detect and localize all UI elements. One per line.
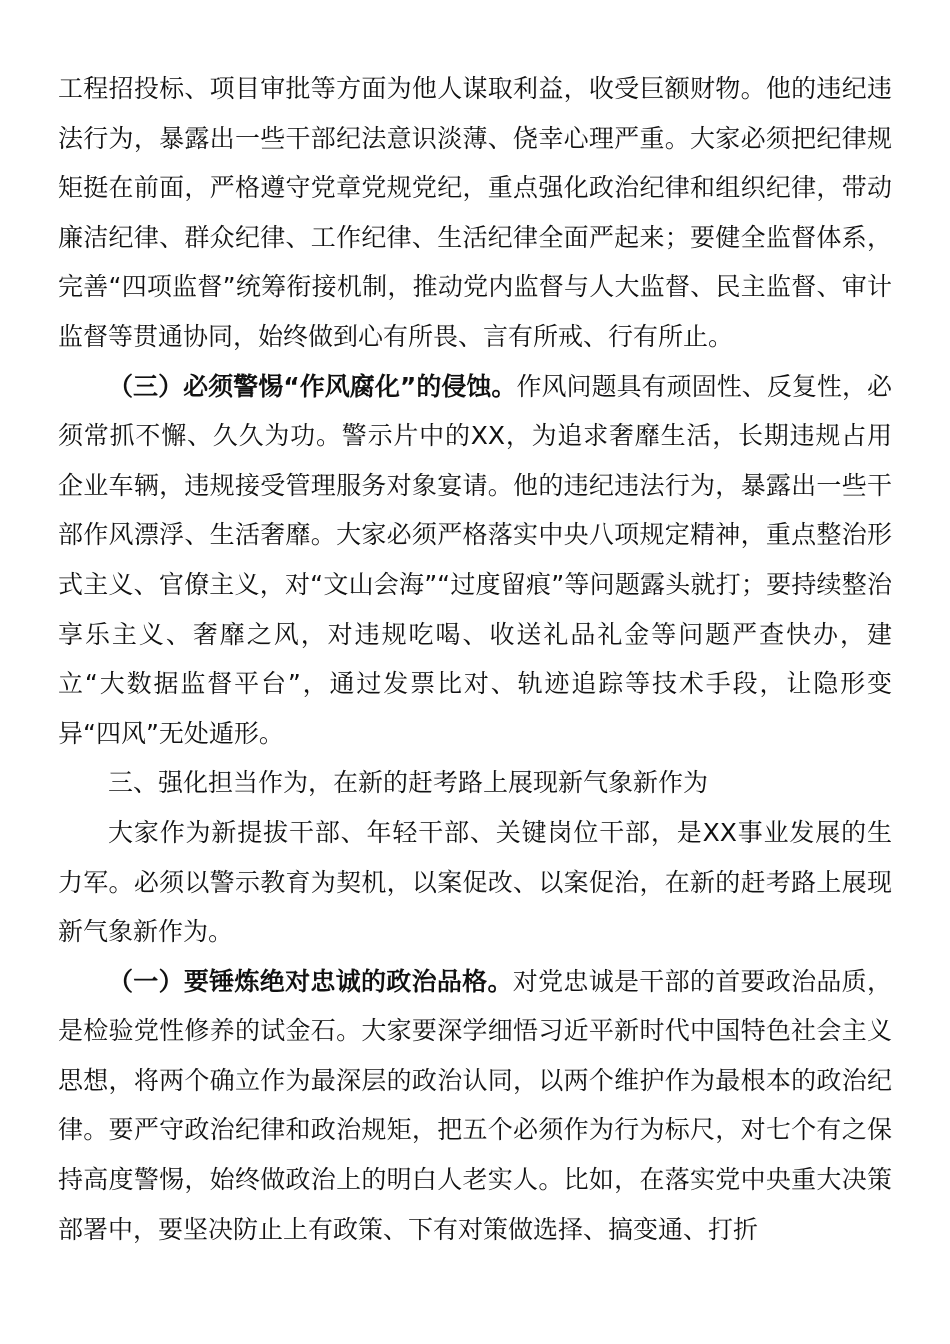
document-body: [58, 64, 892, 1254]
paragraph-section-1-loyalty: [58, 957, 892, 1255]
section-heading-three: [58, 758, 892, 808]
paragraph-section-3-style-corruption: [58, 362, 892, 759]
paragraph-text: 作风问题具有顽固性、反复性，必须常抓不懈、久久为功。警示片中的XX，为追求奢靡生活，长期违规占用企业车辆，违规接受管理服务对象宴请。他的违纪违法行为，暴露出一些干部作风漂浮、生活奢靡。大家必须严格落实中央八项规定精神，重点整治形式主义、官僚主义，对“文山会海”“过度留痕”等问题露头就打；要持续整治享乐主义、奢靡之风，对违规吃喝、收送礼品礼金等问题严查快办，建立“大数据监督平台”，通过发票比对、轨迹追踪等技术手段，让隐形变异“四风”无处遁形。: [58, 371, 892, 748]
paragraph-text: 大家作为新提拔干部、年轻干部、关键岗位干部，是XX事业发展的生力军。必须以警示教育为契机，以案促改、以案促治，在新的赶考路上展现新气象新作为。: [58, 817, 892, 947]
paragraph-text: 对党忠诚是干部的首要政治品质，是检验党性修养的试金石。大家要深学细悟习近平新时代中国特色社会主义思想，将两个确立作为最深层的政治认同，以两个维护作为最根本的政治纪律。要严守政治纪律和政治规矩，把五个必须作为行为标尺，对七个有之保持高度警惕，始终做政治上的明白人老实人。比如，在落实党中央重大决策部署中，要坚决防止上有政策、下有对策做选择、搞变通、打折: [58, 966, 892, 1244]
paragraph-section-intro: [58, 808, 892, 957]
paragraph-discipline-continuation: [58, 64, 892, 362]
paragraph-heading: （一）要锤炼绝对忠诚的政治品格。: [108, 966, 513, 996]
paragraph-text: 工程招投标、项目审批等方面为他人谋取利益，收受巨额财物。他的违纪违法行为，暴露出一些干部纪法意识淡薄、侥幸心理严重。大家必须把纪律规矩挺在前面，严格遵守党章党规党纪，重点强化政治纪律和组织纪律，带动廉洁纪律、群众纪律、工作纪律、生活纪律全面严起来；要健全监督体系，完善“四项监督”统筹衔接机制，推动党内监督与人大监督、民主监督、审计监督等贯通协同，始终做到心有所畏、言有所戒、行有所止。: [58, 74, 892, 351]
section-heading-text: 三、强化担当作为，在新的赶考路上展现新气象新作为: [108, 768, 709, 798]
paragraph-heading: （三）必须警惕“作风腐化”的侵蚀。: [108, 371, 517, 401]
